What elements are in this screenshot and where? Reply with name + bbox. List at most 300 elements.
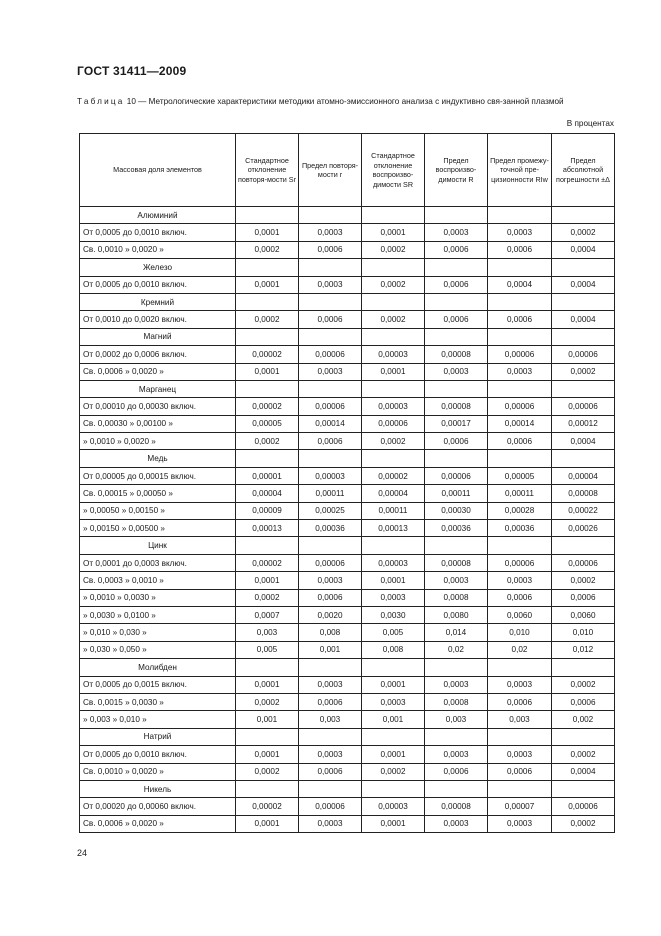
value-cell: 0,0003	[362, 589, 425, 606]
value-cell: 0,00006	[299, 554, 362, 571]
value-cell: 0,0002	[552, 224, 615, 241]
value-cell: 0,0003	[299, 276, 362, 293]
element-name: Цинк	[80, 537, 236, 554]
value-cell: 0,0003	[488, 363, 552, 380]
value-cell: 0,00003	[299, 467, 362, 484]
table-caption	[77, 96, 617, 108]
value-cell: 0,0002	[552, 572, 615, 589]
empty-cell	[236, 259, 299, 276]
value-cell: 0,00002	[362, 467, 425, 484]
empty-cell	[362, 659, 425, 676]
empty-cell	[425, 293, 488, 310]
value-cell: 0,0006	[425, 433, 488, 450]
table-row	[80, 502, 615, 519]
range-cell: От 0,00005 до 0,00015 включ.	[80, 467, 236, 484]
value-cell: 0,0006	[425, 763, 488, 780]
value-cell: 0,010	[488, 624, 552, 641]
value-cell: 0,00003	[362, 398, 425, 415]
value-cell: 0,003	[425, 711, 488, 728]
empty-cell	[362, 293, 425, 310]
value-cell: 0,0002	[362, 763, 425, 780]
col-mass-fraction: Массовая доля элементов	[80, 134, 236, 207]
value-cell: 0,00002	[236, 398, 299, 415]
value-cell: 0,00003	[362, 554, 425, 571]
value-cell: 0,00011	[362, 502, 425, 519]
range-cell: От 0,0001 до 0,0003 включ.	[80, 554, 236, 571]
table-row	[80, 815, 615, 832]
table-row	[80, 554, 615, 571]
value-cell: 0,002	[552, 711, 615, 728]
range-cell: » 0,0010 » 0,0030 »	[80, 589, 236, 606]
value-cell: 0,003	[488, 711, 552, 728]
range-cell: От 0,0002 до 0,0006 включ.	[80, 346, 236, 363]
empty-cell	[299, 207, 362, 224]
value-cell: 0,0006	[299, 763, 362, 780]
value-cell: 0,0004	[552, 276, 615, 293]
value-cell: 0,00006	[488, 346, 552, 363]
value-cell: 0,0004	[552, 311, 615, 328]
empty-cell	[552, 207, 615, 224]
value-cell: 0,0004	[552, 433, 615, 450]
value-cell: 0,0006	[425, 276, 488, 293]
empty-cell	[488, 728, 552, 745]
table-row	[80, 415, 615, 432]
value-cell: 0,0003	[299, 224, 362, 241]
range-cell: От 0,00020 до 0,00060 включ.	[80, 798, 236, 815]
value-cell: 0,00008	[425, 554, 488, 571]
value-cell: 0,0006	[488, 693, 552, 710]
value-cell: 0,00006	[552, 798, 615, 815]
value-cell: 0,0001	[362, 746, 425, 763]
empty-cell	[236, 293, 299, 310]
value-cell: 0,0001	[362, 676, 425, 693]
element-group-row	[80, 780, 615, 797]
value-cell: 0,0003	[299, 746, 362, 763]
empty-cell	[299, 537, 362, 554]
table-row	[80, 485, 615, 502]
value-cell: 0,00011	[488, 485, 552, 502]
document-header: ГОСТ 31411—2009	[77, 64, 187, 78]
value-cell: 0,00006	[299, 346, 362, 363]
table-row	[80, 224, 615, 241]
value-cell: 0,00014	[299, 415, 362, 432]
range-cell: Св. 0,00030 » 0,00100 »	[80, 415, 236, 432]
value-cell: 0,00009	[236, 502, 299, 519]
table-row	[80, 520, 615, 537]
table-row	[80, 363, 615, 380]
value-cell: 0,0006	[552, 693, 615, 710]
value-cell: 0,0002	[362, 241, 425, 258]
empty-cell	[362, 450, 425, 467]
value-cell: 0,0060	[488, 606, 552, 623]
value-cell: 0,00005	[488, 467, 552, 484]
value-cell: 0,0003	[488, 676, 552, 693]
range-cell: Св. 0,00015 » 0,00050 »	[80, 485, 236, 502]
empty-cell	[552, 380, 615, 397]
units-note: В процентах	[566, 119, 614, 128]
table-row	[80, 241, 615, 258]
element-group-row	[80, 728, 615, 745]
value-cell: 0,0008	[425, 589, 488, 606]
table-row	[80, 624, 615, 641]
value-cell: 0,00012	[552, 415, 615, 432]
page-number: 24	[77, 848, 88, 858]
value-cell: 0,0003	[425, 363, 488, 380]
value-cell: 0,0001	[236, 276, 299, 293]
empty-cell	[236, 450, 299, 467]
value-cell: 0,0002	[362, 311, 425, 328]
value-cell: 0,0003	[425, 224, 488, 241]
empty-cell	[299, 328, 362, 345]
empty-cell	[488, 259, 552, 276]
table-row	[80, 467, 615, 484]
value-cell: 0,00001	[236, 467, 299, 484]
value-cell: 0,0003	[299, 572, 362, 589]
element-name: Алюминий	[80, 207, 236, 224]
value-cell: 0,0006	[425, 241, 488, 258]
table-row	[80, 606, 615, 623]
empty-cell	[425, 659, 488, 676]
value-cell: 0,00004	[552, 467, 615, 484]
value-cell: 0,00026	[552, 520, 615, 537]
value-cell: 0,0002	[362, 433, 425, 450]
value-cell: 0,00006	[488, 554, 552, 571]
value-cell: 0,0002	[236, 241, 299, 258]
empty-cell	[425, 728, 488, 745]
value-cell: 0,00006	[299, 398, 362, 415]
empty-cell	[425, 328, 488, 345]
value-cell: 0,00006	[552, 346, 615, 363]
table-row	[80, 589, 615, 606]
value-cell: 0,00004	[236, 485, 299, 502]
element-name: Молибден	[80, 659, 236, 676]
col-absolute-error: Предел абсолютной погрешности ±Δ	[552, 134, 615, 207]
value-cell: 0,00002	[236, 798, 299, 815]
value-cell: 0,0002	[236, 433, 299, 450]
range-cell: Св. 0,0010 » 0,0020 »	[80, 241, 236, 258]
table-row	[80, 746, 615, 763]
element-group-row	[80, 450, 615, 467]
value-cell: 0,00036	[488, 520, 552, 537]
empty-cell	[425, 207, 488, 224]
value-cell: 0,00008	[425, 398, 488, 415]
value-cell: 0,0003	[425, 676, 488, 693]
empty-cell	[236, 780, 299, 797]
value-cell: 0,008	[362, 641, 425, 658]
value-cell: 0,0007	[236, 606, 299, 623]
value-cell: 0,00025	[299, 502, 362, 519]
value-cell: 0,0006	[299, 693, 362, 710]
col-repeatability-sd: Стандартное отклонение повторя-мости Sr	[236, 134, 299, 207]
value-cell: 0,0060	[552, 606, 615, 623]
value-cell: 0,0003	[425, 572, 488, 589]
value-cell: 0,0001	[236, 676, 299, 693]
range-cell: Св. 0,0015 » 0,0030 »	[80, 693, 236, 710]
table-row	[80, 398, 615, 415]
value-cell: 0,0001	[236, 815, 299, 832]
value-cell: 0,00003	[362, 798, 425, 815]
value-cell: 0,0003	[425, 746, 488, 763]
value-cell: 0,0002	[552, 815, 615, 832]
element-group-row	[80, 207, 615, 224]
value-cell: 0,00036	[299, 520, 362, 537]
element-name: Медь	[80, 450, 236, 467]
value-cell: 0,0006	[299, 311, 362, 328]
value-cell: 0,0003	[299, 363, 362, 380]
range-cell: От 0,0010 до 0,0020 включ.	[80, 311, 236, 328]
empty-cell	[488, 328, 552, 345]
empty-cell	[299, 659, 362, 676]
table-row	[80, 641, 615, 658]
value-cell: 0,00022	[552, 502, 615, 519]
empty-cell	[425, 537, 488, 554]
element-group-row	[80, 259, 615, 276]
empty-cell	[425, 380, 488, 397]
value-cell: 0,00004	[362, 485, 425, 502]
value-cell: 0,00002	[236, 554, 299, 571]
value-cell: 0,00003	[362, 346, 425, 363]
value-cell: 0,0001	[236, 224, 299, 241]
empty-cell	[299, 450, 362, 467]
range-cell: » 0,0030 » 0,0100 »	[80, 606, 236, 623]
range-cell: Св. 0,0006 » 0,0020 »	[80, 363, 236, 380]
empty-cell	[488, 537, 552, 554]
range-cell: » 0,030 » 0,050 »	[80, 641, 236, 658]
value-cell: 0,0006	[299, 589, 362, 606]
empty-cell	[552, 259, 615, 276]
value-cell: 0,0020	[299, 606, 362, 623]
value-cell: 0,0003	[299, 676, 362, 693]
value-cell: 0,00008	[425, 346, 488, 363]
value-cell: 0,014	[425, 624, 488, 641]
value-cell: 0,0006	[299, 241, 362, 258]
element-name: Железо	[80, 259, 236, 276]
table-row	[80, 711, 615, 728]
value-cell: 0,0003	[362, 693, 425, 710]
element-group-row	[80, 293, 615, 310]
value-cell: 0,012	[552, 641, 615, 658]
value-cell: 0,00014	[488, 415, 552, 432]
empty-cell	[362, 259, 425, 276]
empty-cell	[236, 659, 299, 676]
col-reproducibility-limit: Предел воспроизво-димости R	[425, 134, 488, 207]
value-cell: 0,0001	[236, 363, 299, 380]
value-cell: 0,0004	[488, 276, 552, 293]
range-cell: От 0,0005 до 0,0015 включ.	[80, 676, 236, 693]
table-row	[80, 276, 615, 293]
table-row	[80, 798, 615, 815]
value-cell: 0,0003	[299, 815, 362, 832]
empty-cell	[552, 537, 615, 554]
value-cell: 0,0004	[552, 763, 615, 780]
metrology-table	[79, 133, 615, 833]
table-row	[80, 346, 615, 363]
element-group-row	[80, 537, 615, 554]
value-cell: 0,00005	[236, 415, 299, 432]
value-cell: 0,0003	[425, 815, 488, 832]
value-cell: 0,02	[425, 641, 488, 658]
range-cell: От 0,0005 до 0,0010 включ.	[80, 746, 236, 763]
value-cell: 0,0004	[552, 241, 615, 258]
value-cell: 0,00013	[236, 520, 299, 537]
empty-cell	[362, 380, 425, 397]
empty-cell	[236, 537, 299, 554]
value-cell: 0,010	[552, 624, 615, 641]
empty-cell	[299, 293, 362, 310]
empty-cell	[425, 259, 488, 276]
value-cell: 0,00008	[425, 798, 488, 815]
value-cell: 0,02	[488, 641, 552, 658]
empty-cell	[236, 728, 299, 745]
value-cell: 0,0006	[425, 311, 488, 328]
range-cell: От 0,0005 до 0,0010 включ.	[80, 224, 236, 241]
value-cell: 0,00036	[425, 520, 488, 537]
empty-cell	[362, 207, 425, 224]
range-cell: » 0,00050 » 0,00150 »	[80, 502, 236, 519]
value-cell: 0,0002	[236, 311, 299, 328]
empty-cell	[552, 780, 615, 797]
range-cell: » 0,010 » 0,030 »	[80, 624, 236, 641]
empty-cell	[488, 450, 552, 467]
value-cell: 0,00006	[552, 554, 615, 571]
value-cell: 0,001	[299, 641, 362, 658]
value-cell: 0,0001	[362, 363, 425, 380]
table-row	[80, 433, 615, 450]
value-cell: 0,00006	[299, 798, 362, 815]
empty-cell	[362, 537, 425, 554]
value-cell: 0,0002	[552, 676, 615, 693]
range-cell: От 0,00010 до 0,00030 включ.	[80, 398, 236, 415]
value-cell: 0,0001	[236, 572, 299, 589]
value-cell: 0,00008	[552, 485, 615, 502]
empty-cell	[299, 380, 362, 397]
range-cell: Св. 0,0006 » 0,0020 »	[80, 815, 236, 832]
range-cell: Св. 0,0003 » 0,0010 »	[80, 572, 236, 589]
caption-text: 10 — Метрологические характеристики методики атомно-эмиссионного анализа с индуктивно свя-занной плазмой	[124, 97, 564, 106]
col-intermediate-precision: Предел промежу-точной пре-цизионности RIw	[488, 134, 552, 207]
element-name: Никель	[80, 780, 236, 797]
value-cell: 0,00028	[488, 502, 552, 519]
element-name: Натрий	[80, 728, 236, 745]
value-cell: 0,00006	[488, 398, 552, 415]
empty-cell	[299, 259, 362, 276]
empty-cell	[488, 780, 552, 797]
table-row	[80, 572, 615, 589]
empty-cell	[552, 328, 615, 345]
value-cell: 0,005	[362, 624, 425, 641]
empty-cell	[552, 728, 615, 745]
caption-lead: Таблица	[77, 97, 125, 106]
value-cell: 0,0002	[362, 276, 425, 293]
empty-cell	[488, 380, 552, 397]
empty-cell	[488, 293, 552, 310]
empty-cell	[236, 380, 299, 397]
range-cell: Св. 0,0010 » 0,0020 »	[80, 763, 236, 780]
value-cell: 0,00006	[552, 398, 615, 415]
empty-cell	[299, 780, 362, 797]
value-cell: 0,0006	[488, 311, 552, 328]
empty-cell	[236, 207, 299, 224]
element-name: Марганец	[80, 380, 236, 397]
empty-cell	[488, 659, 552, 676]
value-cell: 0,0006	[488, 241, 552, 258]
table-row	[80, 676, 615, 693]
value-cell: 0,0003	[488, 224, 552, 241]
value-cell: 0,00006	[425, 467, 488, 484]
value-cell: 0,0001	[362, 224, 425, 241]
value-cell: 0,0003	[488, 815, 552, 832]
range-cell: От 0,0005 до 0,0010 включ.	[80, 276, 236, 293]
table-row	[80, 311, 615, 328]
value-cell: 0,0006	[552, 589, 615, 606]
value-cell: 0,005	[236, 641, 299, 658]
value-cell: 0,0002	[236, 589, 299, 606]
element-group-row	[80, 380, 615, 397]
table-header-row	[80, 134, 615, 207]
range-cell: » 0,00150 » 0,00500 »	[80, 520, 236, 537]
table-row	[80, 693, 615, 710]
value-cell: 0,0006	[299, 433, 362, 450]
value-cell: 0,0008	[425, 693, 488, 710]
empty-cell	[236, 328, 299, 345]
value-cell: 0,00007	[488, 798, 552, 815]
element-name: Магний	[80, 328, 236, 345]
value-cell: 0,001	[362, 711, 425, 728]
col-repeatability-limit: Предел повторя-мости r	[299, 134, 362, 207]
range-cell: » 0,0010 » 0,0020 »	[80, 433, 236, 450]
value-cell: 0,0001	[362, 572, 425, 589]
element-group-row	[80, 659, 615, 676]
empty-cell	[362, 780, 425, 797]
value-cell: 0,0003	[488, 572, 552, 589]
element-group-row	[80, 328, 615, 345]
value-cell: 0,00013	[362, 520, 425, 537]
value-cell: 0,00002	[236, 346, 299, 363]
value-cell: 0,0001	[236, 746, 299, 763]
empty-cell	[425, 450, 488, 467]
value-cell: 0,0006	[488, 589, 552, 606]
empty-cell	[552, 293, 615, 310]
value-cell: 0,003	[236, 624, 299, 641]
value-cell: 0,0006	[488, 433, 552, 450]
value-cell: 0,00011	[299, 485, 362, 502]
value-cell: 0,00017	[425, 415, 488, 432]
value-cell: 0,0002	[552, 746, 615, 763]
value-cell: 0,0001	[362, 815, 425, 832]
empty-cell	[362, 728, 425, 745]
empty-cell	[552, 450, 615, 467]
value-cell: 0,0030	[362, 606, 425, 623]
col-reproducibility-sd: Стандартное отклонение воспроизво-димости SR	[362, 134, 425, 207]
table-row	[80, 763, 615, 780]
empty-cell	[552, 659, 615, 676]
value-cell: 0,0002	[552, 363, 615, 380]
value-cell: 0,00006	[362, 415, 425, 432]
value-cell: 0,0006	[488, 763, 552, 780]
value-cell: 0,0002	[236, 693, 299, 710]
table-body	[80, 207, 615, 833]
empty-cell	[362, 328, 425, 345]
value-cell: 0,001	[236, 711, 299, 728]
value-cell: 0,0080	[425, 606, 488, 623]
value-cell: 0,0002	[236, 763, 299, 780]
empty-cell	[425, 780, 488, 797]
range-cell: » 0,003 » 0,010 »	[80, 711, 236, 728]
empty-cell	[488, 207, 552, 224]
value-cell: 0,003	[299, 711, 362, 728]
value-cell: 0,0003	[488, 746, 552, 763]
value-cell: 0,00011	[425, 485, 488, 502]
